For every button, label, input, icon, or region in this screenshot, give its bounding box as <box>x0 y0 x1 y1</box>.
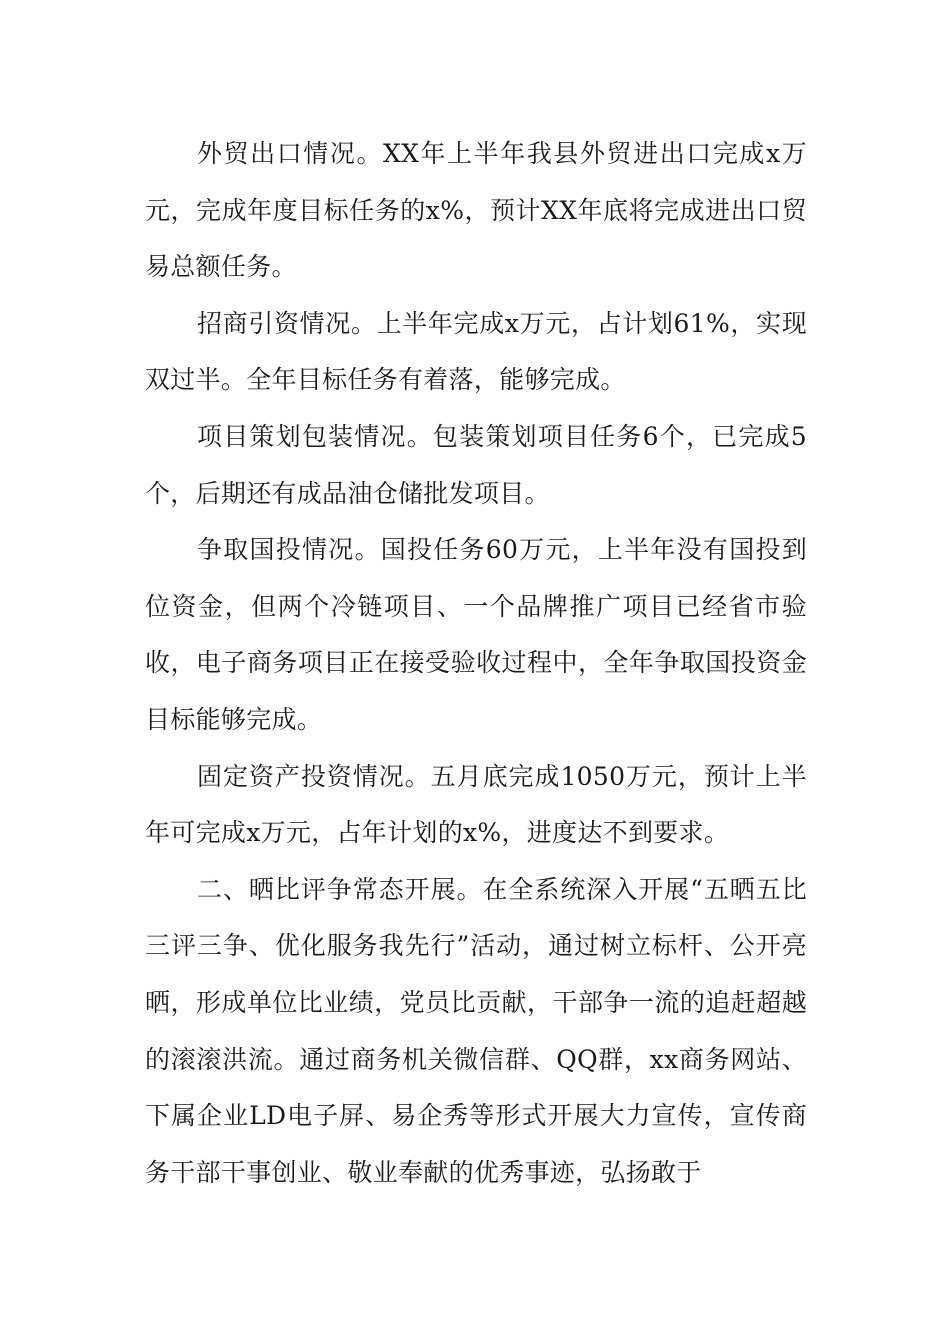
paragraph-national-investment: 争取国投情况。国投任务60万元，上半年没有国投到位资金，但两个冷链项目、一个品牌推广项目已经省市验收，电子商务项目正在接受验收过程中，全年争取国投资金目标能够完成。 <box>145 535 807 734</box>
paragraph-fixed-asset-investment: 固定资产投资情况。五月底完成1050万元，预计上半年可完成x万元，占年计划的x%，进度达不到要求。 <box>145 761 807 848</box>
paragraph-project-planning: 项目策划包装情况。包装策划项目任务6个，已完成5个，后期还有成品油仓储批发项目。 <box>145 421 807 508</box>
paragraph-investment-promotion: 招商引资情况。上半年完成x万元，占计划61%，实现双过半。全年目标任务有着落，能够完成。 <box>145 308 807 395</box>
paragraph-foreign-trade: 外贸出口情况。XX年上半年我县外贸进出口完成x万元，完成年度目标任务的x%，预计XX年底将完成进出口贸易总额任务。 <box>145 139 807 282</box>
document-page <box>145 126 807 1201</box>
paragraph-competition-activities: 二、晒比评争常态开展。在全系统深入开展“五晒五比三评三争、优化服务我先行”活动，通过树立标杆、公开亮晒，形成单位比业绩，党员比贡献，干部争一流的追赶超越的滚滚洪流。通过商务机关微信群、QQ群，xx商务网站、下属企业LD电子屏、易企秀等形式开展大力宣传，宣传商务干部干事创业、敬业奉献的优秀事迹，弘扬敢于 <box>145 874 807 1187</box>
